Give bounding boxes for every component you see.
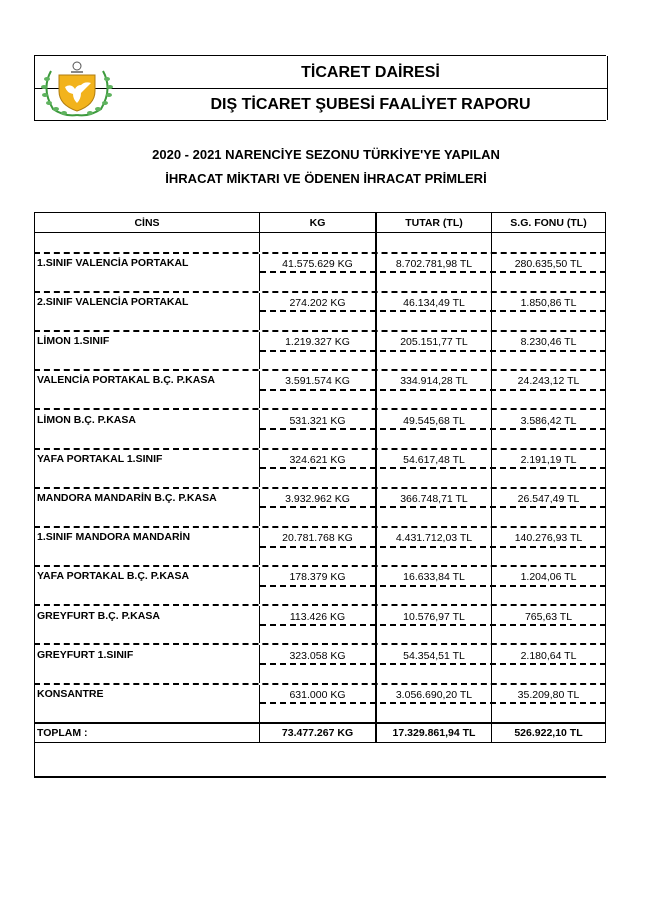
cell-tutar: 366.748,71 TL [375,489,491,508]
spacer-cell [259,429,375,448]
report-header [34,55,606,121]
cell-kg: 73.477.267 KG [259,724,375,743]
cell-tutar: 46.134,49 TL [375,293,491,312]
spacer-cell [375,351,491,370]
cell-cins: YAFA PORTAKAL 1.SINIF [34,450,259,469]
cell-cins: LİMON B.Ç. P.KASA [34,410,259,429]
cell-kg: 631.000 KG [259,685,375,704]
cell-kg: 324.621 KG [259,450,375,469]
spacer-cell [34,351,259,370]
cell-kg: 3.591.574 KG [259,371,375,390]
spacer-cell [491,586,606,605]
table-spacer-row [34,311,606,330]
cell-fon: 26.547,49 TL [491,489,606,508]
cell-kg: 3.932.962 KG [259,489,375,508]
cell-cins: TOPLAM : [34,724,259,743]
table-spacer-row [34,429,606,448]
spacer-cell [375,468,491,487]
spacer-cell [491,311,606,330]
spacer-cell [375,233,491,252]
table-spacer-row [34,390,606,409]
cell-cins: GREYFURT B.Ç. P.KASA [34,606,259,625]
table-row [34,291,606,312]
cell-fon: 1.850,86 TL [491,293,606,312]
table-row [34,526,606,547]
header-divider [35,88,608,89]
spacer-cell [259,586,375,605]
spacer-cell [34,625,259,644]
department-title: TİCARET DAİRESİ [301,64,440,81]
report-subtitle-line1: 2020 - 2021 NARENCİYE SEZONU TÜRKİYE'YE YAPILAN [152,147,500,162]
cell-fon: 140.276,93 TL [491,528,606,547]
header-right-border [607,56,608,120]
cell-fon: 765,63 TL [491,606,606,625]
spacer-cell [491,703,606,722]
spacer-cell [34,272,259,291]
spacer-cell [259,351,375,370]
spacer-cell [375,429,491,448]
report-title: DIŞ TİCARET ŞUBESİ FAALİYET RAPORU [210,96,531,113]
table-spacer-row [34,586,606,605]
footer-cell [34,743,606,776]
cell-fon: 2.191,19 TL [491,450,606,469]
spacer-cell [34,468,259,487]
cell-tutar: 10.576,97 TL [375,606,491,625]
cell-cins: VALENCİA PORTAKAL B.Ç. P.KASA [34,371,259,390]
spacer-cell [375,390,491,409]
cell-kg: 531.321 KG [259,410,375,429]
cell-tutar: 17.329.861,94 TL [375,724,491,743]
spacer-cell [259,507,375,526]
table-spacer-row [34,468,606,487]
cell-tutar: 54.617,48 TL [375,450,491,469]
cell-tutar: 49.545,68 TL [375,410,491,429]
cell-cins: YAFA PORTAKAL B.Ç. P.KASA [34,567,259,586]
spacer-cell [491,625,606,644]
table-row [34,408,606,429]
spacer-cell [34,586,259,605]
cell-fon: 24.243,12 TL [491,371,606,390]
cell-tutar: 16.633,84 TL [375,567,491,586]
column-header-fon: S.G. FONU (TL) [491,213,606,232]
column-header-cins: CİNS [34,213,259,232]
cell-cins: KONSANTRE [34,685,259,704]
coat-of-arms-logo [37,59,117,117]
spacer-cell [375,664,491,683]
spacer-cell [491,351,606,370]
spacer-cell [375,272,491,291]
table-spacer-row [34,351,606,370]
table-header-row [34,212,606,233]
table-row [34,369,606,390]
spacer-cell [491,468,606,487]
cell-fon: 1.204,06 TL [491,567,606,586]
table-spacer-row [34,703,606,722]
spacer-cell [259,703,375,722]
cell-tutar: 205.151,77 TL [375,332,491,351]
table-spacer-row [34,233,606,252]
cell-kg: 1.219.327 KG [259,332,375,351]
spacer-cell [375,311,491,330]
cell-tutar: 4.431.712,03 TL [375,528,491,547]
spacer-cell [259,233,375,252]
table-footer-row [34,742,606,778]
spacer-cell [491,272,606,291]
cell-fon: 526.922,10 TL [491,724,606,743]
table-row [34,604,606,625]
cell-cins: 2.SINIF VALENCİA PORTAKAL [34,293,259,312]
cell-kg: 20.781.768 KG [259,528,375,547]
cell-kg: 323.058 KG [259,645,375,664]
table-spacer-row [34,507,606,526]
table-row [34,565,606,586]
cell-tutar: 8.702.781,98 TL [375,254,491,273]
spacer-cell [259,390,375,409]
total-row [34,722,606,743]
spacer-cell [491,547,606,566]
cell-cins: LİMON 1.SINIF [34,332,259,351]
table-row [34,683,606,704]
cell-cins: MANDORA MANDARİN B.Ç. P.KASA [34,489,259,508]
cell-fon: 3.586,42 TL [491,410,606,429]
cell-kg: 274.202 KG [259,293,375,312]
spacer-cell [259,547,375,566]
spacer-cell [375,625,491,644]
spacer-cell [34,429,259,448]
table-spacer-row [34,272,606,291]
spacer-cell [375,703,491,722]
spacer-cell [491,233,606,252]
cell-fon: 8.230,46 TL [491,332,606,351]
table-row [34,643,606,664]
table-spacer-row [34,625,606,644]
spacer-cell [34,664,259,683]
spacer-cell [259,625,375,644]
cell-tutar: 3.056.690,20 TL [375,685,491,704]
spacer-cell [491,664,606,683]
spacer-cell [491,429,606,448]
cell-kg: 113.426 KG [259,606,375,625]
spacer-cell [259,468,375,487]
cell-fon: 280.635,50 TL [491,254,606,273]
cell-tutar: 334.914,28 TL [375,371,491,390]
spacer-cell [375,547,491,566]
spacer-cell [259,664,375,683]
spacer-cell [491,390,606,409]
spacer-cell [34,703,259,722]
table-row [34,330,606,351]
spacer-cell [34,547,259,566]
cell-fon: 2.180,64 TL [491,645,606,664]
spacer-cell [34,390,259,409]
spacer-cell [34,233,259,252]
spacer-cell [34,507,259,526]
spacer-cell [375,586,491,605]
table-row [34,252,606,273]
cell-tutar: 54.354,51 TL [375,645,491,664]
spacer-cell [491,507,606,526]
cell-kg: 41.575.629 KG [259,254,375,273]
table-row [34,487,606,508]
cell-cins: GREYFURT 1.SINIF [34,645,259,664]
cell-cins: 1.SINIF VALENCİA PORTAKAL [34,254,259,273]
spacer-cell [34,311,259,330]
table-spacer-row [34,664,606,683]
spacer-cell [259,272,375,291]
column-header-tutar: TUTAR (TL) [375,213,491,232]
cell-kg: 178.379 KG [259,567,375,586]
report-subtitle-line2: İHRACAT MİKTARI VE ÖDENEN İHRACAT PRİMLERİ [165,171,487,186]
table-spacer-row [34,547,606,566]
table-row [34,448,606,469]
spacer-cell [375,507,491,526]
spacer-cell [259,311,375,330]
column-header-kg: KG [259,213,375,232]
cell-fon: 35.209,80 TL [491,685,606,704]
export-table [34,212,606,778]
cell-cins: 1.SINIF MANDORA MANDARİN [34,528,259,547]
